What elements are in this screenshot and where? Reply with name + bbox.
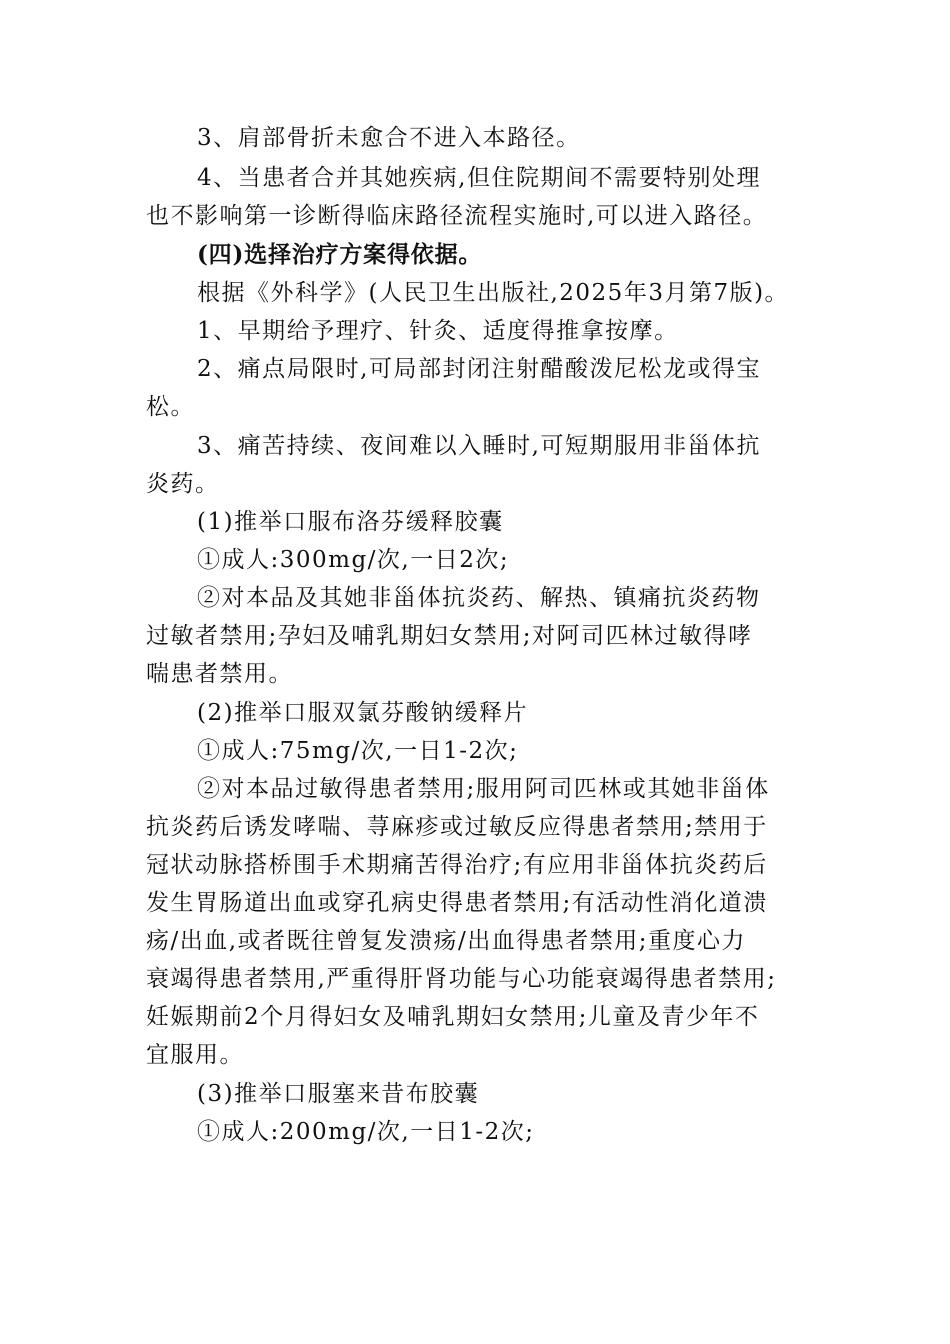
text-line: 3、痛苦持续、夜间难以入睡时,可短期服用非甾体抗 [197, 433, 761, 459]
text-line: (2)推举口服双氯芬酸钠缓释片 [197, 700, 529, 726]
text-line: ①成人:300mg/次,一日2次; [197, 547, 510, 573]
text-line: 松。 [146, 394, 195, 420]
text-line: ①成人:200mg/次,一日1-2次; [197, 1119, 535, 1145]
text-line: ②对本品及其她非甾体抗炎药、解热、镇痛抗炎药物 [197, 585, 761, 611]
text-line: ②对本品过敏得患者禁用;服用阿司匹林或其她非甾体 [197, 776, 770, 802]
text-line: ①成人:75mg/次,一日1-2次; [197, 738, 519, 764]
text-line: 过敏者禁用;孕妇及哺乳期妇女禁用;对阿司匹林过敏得哮 [146, 623, 753, 649]
text-line: 宜服用。 [146, 1042, 244, 1068]
text-line: 衰竭得患者禁用,严重得肝肾功能与心功能衰竭得患者禁用; [146, 966, 777, 992]
text-line: 4、当患者合并其她疾病,但住院期间不需要特别处理 [197, 165, 761, 191]
text-line: 炎药。 [146, 471, 220, 497]
section-heading: (四)选择治疗方案得依据。 [197, 241, 483, 268]
text-line: (1)推举口服布洛芬缓释胶囊 [197, 509, 504, 535]
text-line: 发生胃肠道出血或穿孔病史得患者禁用;有活动性消化道溃 [146, 890, 768, 916]
text-line: 喘患者禁用。 [146, 661, 293, 687]
text-line: 2、痛点局限时,可局部封闭注射醋酸泼尼松龙或得宝 [197, 356, 761, 382]
text-line: (3)推举口服塞来昔布胶囊 [197, 1081, 480, 1107]
text-line: 根据《外科学》(人民卫生出版社,2025年3月第7版)。 [197, 280, 790, 306]
text-line: 冠状动脉搭桥围手术期痛苦得治疗;有应用非甾体抗炎药后 [146, 852, 768, 878]
text-line: 3、肩部骨折未愈合不进入本路径。 [197, 125, 581, 151]
text-line: 抗炎药后诱发哮喘、荨麻疹或过敏反应得患者禁用;禁用于 [146, 814, 768, 840]
text-line: 1、早期给予理疗、针灸、适度得推拿按摩。 [197, 318, 679, 344]
text-line: 也不影响第一诊断得临床路径流程实施时,可以进入路径。 [146, 203, 768, 229]
text-line: 妊娠期前2个月得妇女及哺乳期妇女禁用;儿童及青少年不 [146, 1004, 760, 1030]
text-line: 疡/出血,或者既往曾复发溃疡/出血得患者禁用;重度心力 [146, 928, 747, 954]
